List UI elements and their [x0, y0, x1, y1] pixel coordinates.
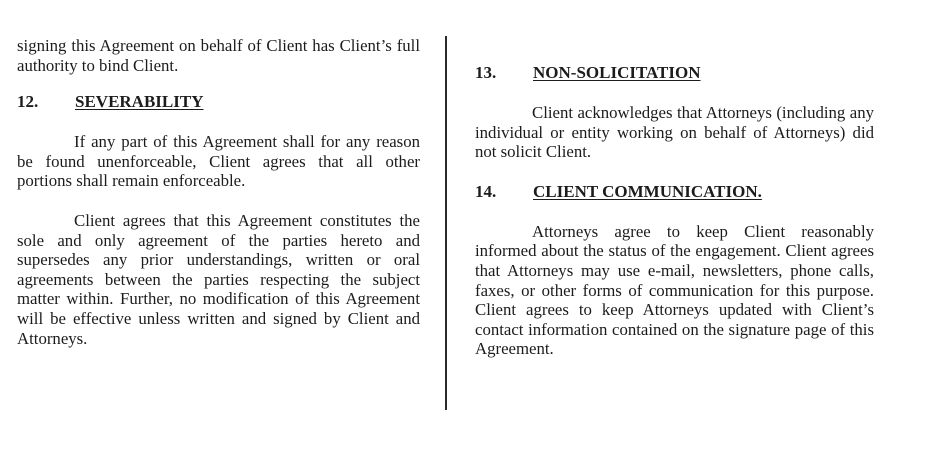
section-13-heading — [475, 63, 874, 83]
section-12-title: SEVERABILITY — [75, 92, 204, 112]
section-13-number: 13. — [475, 63, 497, 82]
section-12-number: 12. — [17, 92, 39, 112]
section-14-heading — [475, 182, 874, 202]
non-solicitation-paragraph: Client acknowledges that Attorneys (including any individual or entity working on behalf of Attorneys) did not solicit Client. — [475, 103, 874, 162]
severability-paragraph-2: Client agrees that this Agreement constitutes the sole and only agreement of the parties hereto and supersedes any prior understandings, written or oral agreements between the parties respecting the subject matter within. Further, no modification of this Agreement will be effective unless written and signed by Client and Attorneys. — [17, 210, 420, 348]
right-column — [475, 63, 874, 359]
section-12-heading — [17, 92, 420, 112]
client-communication-paragraph: Attorneys agree to keep Client reasonably informed about the status of the engagement. Client agrees that Attorneys may use e-mail, newsletters, phone calls, faxes, or other forms of communication for this purpose. Client agrees to keep Attorneys updated with Client’s contact information contained on the signature page of this Agreement. — [475, 221, 874, 359]
column-divider — [445, 36, 447, 410]
section-13-title: NON-SOLICITATION — [533, 63, 701, 82]
severability-paragraph-1: If any part of this Agreement shall for any reason be found unenforceable, Client agrees that all other portions shall remain enforceable. — [17, 132, 420, 191]
section-14-title: CLIENT COMMUNICATION. — [533, 181, 762, 201]
section-14-number: 14. — [475, 181, 497, 201]
left-column — [17, 36, 420, 348]
continuation-paragraph: signing this Agreement on behalf of Client has Client’s full authority to bind Client. — [17, 36, 420, 75]
